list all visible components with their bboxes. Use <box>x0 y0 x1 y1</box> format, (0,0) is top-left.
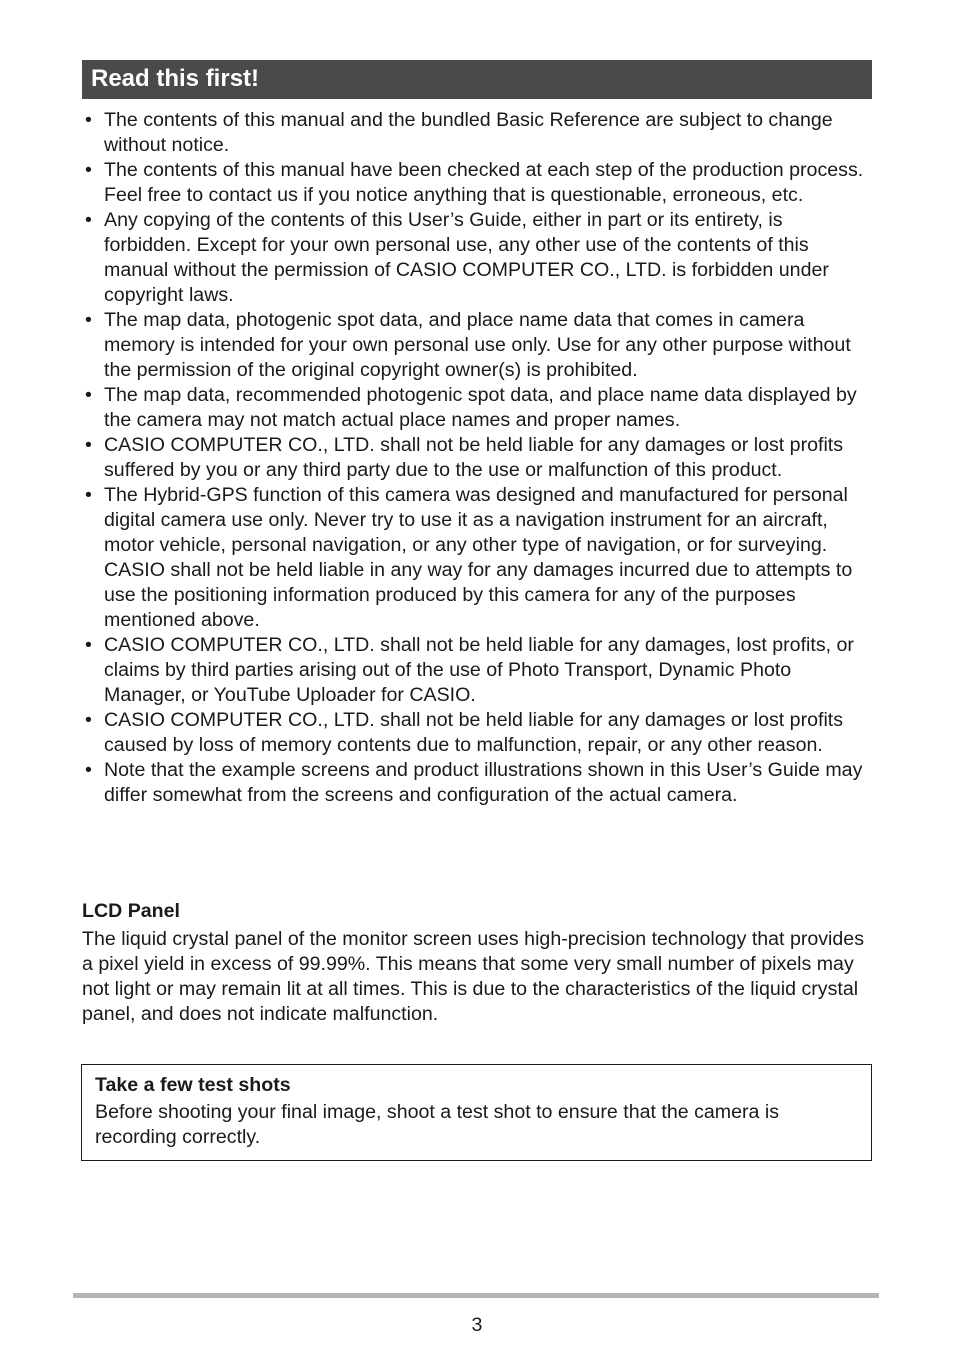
section-header-bar <box>82 60 872 99</box>
list-item <box>82 433 874 483</box>
list-item <box>82 708 874 758</box>
list-item <box>82 308 874 383</box>
list-item-text: The contents of this manual have been checked at each step of the production process. Feel free to contact us if you notice anything that is questionable, erroneous, etc. <box>104 159 864 206</box>
test-shot-note-box <box>81 1064 872 1161</box>
list-item-text: The map data, photogenic spot data, and place name data that comes in camera memory is intended for your own personal use only. Use for any other purpose without the permission of the original copyright owner(s) is prohibited. <box>104 309 851 381</box>
lcd-panel-heading: LCD Panel <box>82 900 180 922</box>
bullet-icon: • <box>85 109 92 131</box>
list-item-text: The map data, recommended photogenic spot data, and place name data displayed by the camera may not match actual place names and proper names. <box>104 384 857 431</box>
bullet-icon: • <box>85 709 92 731</box>
list-item <box>82 208 874 308</box>
list-item-text: CASIO COMPUTER CO., LTD. shall not be held liable for any damages or lost profits suffered by you or any third party due to the use or malfunction of this product. <box>104 434 844 481</box>
list-item-text: Note that the example screens and product illustrations shown in this User’s Guide may differ somewhat from the screens and configuration of the actual camera. <box>104 759 863 806</box>
bullet-icon: • <box>85 384 92 406</box>
bullet-icon: • <box>85 309 92 331</box>
list-item-text: CASIO COMPUTER CO., LTD. shall not be held liable for any damages, lost profits, or claims by third parties arising out of the use of Photo Transport, Dynamic Photo Manager, or YouTube Uploader for CASIO. <box>104 634 854 706</box>
bullet-icon: • <box>85 209 92 231</box>
list-item-text: The Hybrid-GPS function of this camera was designed and manufactured for personal digital camera use only. Never try to use it as a navigation instrument for an aircraft, motor vehicle, personal navigation, or any other type of navigation, or for surveying. CASIO shall not be held liable in any way for any damages incurred due to attempts to use the positioning information produced by this camera for any of the purposes mentioned above. <box>104 484 853 631</box>
list-item <box>82 108 874 158</box>
footer-divider <box>73 1293 879 1298</box>
bullet-icon: • <box>85 634 92 656</box>
bullet-icon: • <box>85 159 92 181</box>
list-item <box>82 383 874 433</box>
list-item <box>82 483 874 633</box>
notice-list <box>82 108 874 808</box>
list-item-text: Any copying of the contents of this User’s Guide, either in part or its entirety, is forbidden. Except for your own personal use, any other use of the contents of this manual without the permission of CASIO COMPUTER CO., LTD. is forbidden under copyright laws. <box>104 209 829 306</box>
page-number: 3 <box>471 1314 483 1336</box>
list-item-text: The contents of this manual and the bundled Basic Reference are subject to change without notice. <box>104 109 833 156</box>
note-title: Take a few test shots <box>95 1074 291 1096</box>
list-item <box>82 758 874 808</box>
bullet-icon: • <box>85 759 92 781</box>
lcd-panel-text: The liquid crystal panel of the monitor screen uses high-precision technology that provides a pixel yield in excess of 99.99%. This means that some very small number of pixels may not light or may remain lit at all times. This is due to the characteristics of the liquid crystal panel, and does not indicate malfunction. <box>82 928 864 1025</box>
bullet-icon: • <box>85 484 92 506</box>
list-item <box>82 633 874 708</box>
note-text: Before shooting your final image, shoot a test shot to ensure that the camera is recording correctly. <box>95 1101 779 1148</box>
bullet-icon: • <box>85 434 92 456</box>
list-item-text: CASIO COMPUTER CO., LTD. shall not be held liable for any damages or lost profits caused by loss of memory contents due to malfunction, repair, or any other reason. <box>104 709 844 756</box>
list-item <box>82 158 874 208</box>
page-title: Read this first! <box>91 65 260 92</box>
